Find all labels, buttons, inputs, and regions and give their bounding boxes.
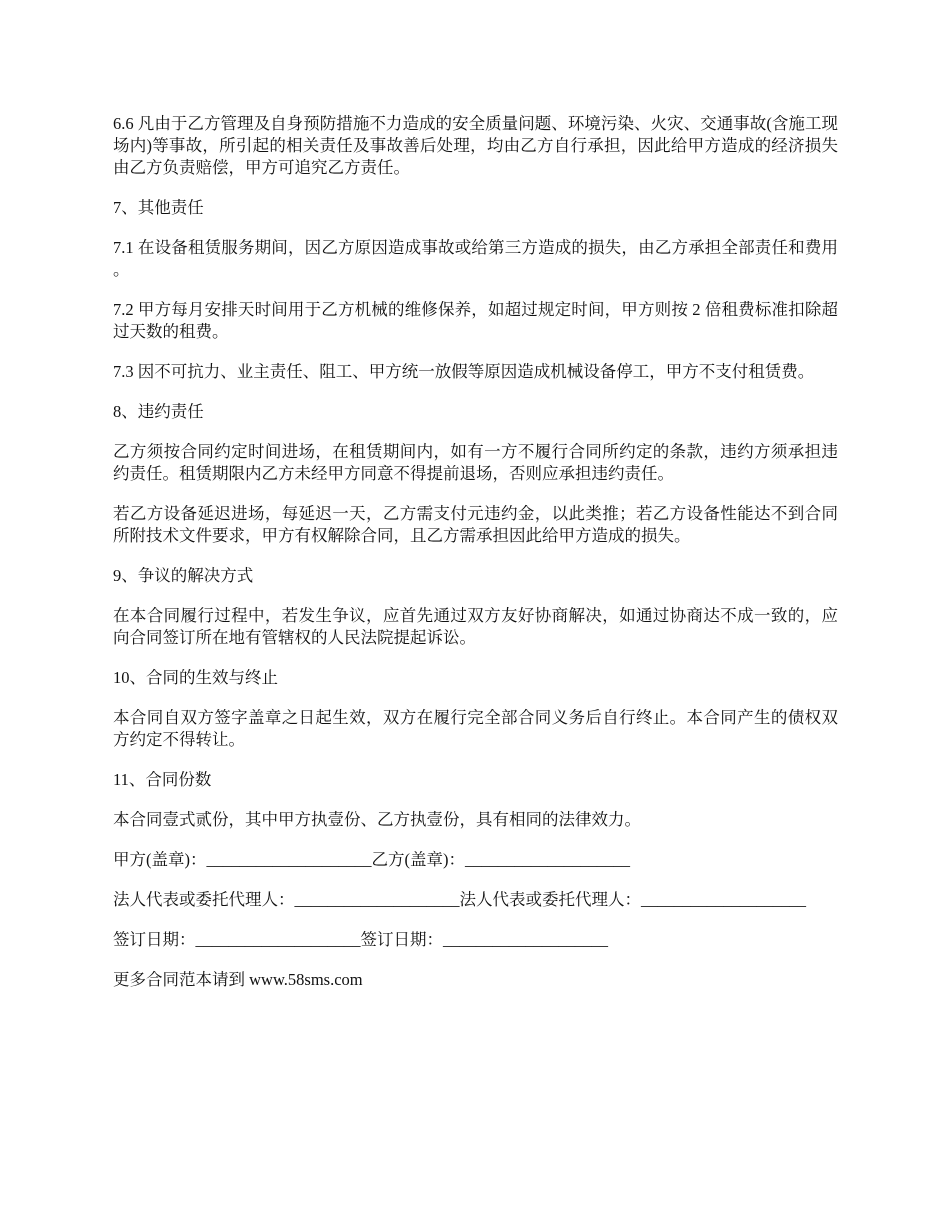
- clause-9-para: 在本合同履行过程中，若发生争议，应首先通过双方友好协商解决，如通过协商达不成一致的，应向合同签订所在地有管辖权的人民法院提起诉讼。: [113, 606, 838, 647]
- clause-6-6: 6.6 凡由于乙方管理及自身预防措施不力造成的安全质量问题、环境污染、火灾、交通事故(含施工现场内)等事故，所引起的相关责任及事故善后处理，均由乙方自行承担，因此给甲方造成的经济损失由乙方负责赔偿，甲方可追究乙方责任。: [113, 114, 838, 177]
- section-11-heading: 11、合同份数: [113, 770, 212, 789]
- section-10-heading: 10、合同的生效与终止: [113, 668, 278, 687]
- clause-7-3: 7.3 因不可抗力、业主责任、阻工、甲方统一放假等原因造成机械设备停工，甲方不支付租赁费。: [113, 362, 815, 381]
- representative-signature-line: 法人代表或委托代理人：____________________法人代表或委托代理人：____________________: [113, 890, 806, 909]
- clause-10-para: 本合同自双方签字盖章之日起生效，双方在履行完全部合同义务后自行终止。本合同产生的债权双方约定不得转让。: [113, 708, 838, 749]
- clause-8-para-1: 乙方须按合同约定时间进场，在租赁期间内，如有一方不履行合同所约定的条款，违约方须承担违约责任。租赁期限内乙方未经甲方同意不得提前退场，否则应承担违约责任。: [113, 442, 838, 483]
- clause-11-para: 本合同壹式贰份，其中甲方执壹份、乙方执壹份，具有相同的法律效力。: [113, 810, 641, 829]
- clause-8-para-2: 若乙方设备延迟进场，每延迟一天，乙方需支付元违约金，以此类推；若乙方设备性能达不到合同所附技术文件要求，甲方有权解除合同，且乙方需承担因此给甲方造成的损失。: [113, 504, 838, 545]
- seal-signature-line: 甲方(盖章)：____________________乙方(盖章)：____________________: [113, 850, 630, 869]
- clause-7-2: 7.2 甲方每月安排天时间用于乙方机械的维修保养，如超过规定时间，甲方则按 2 倍租费标准扣除超过天数的租费。: [113, 300, 838, 341]
- signing-date-line: 签订日期：____________________签订日期：____________________: [113, 930, 608, 949]
- clause-7-1: 7.1 在设备租赁服务期间，因乙方原因造成事故或给第三方造成的损失，由乙方承担全部责任和费用。: [113, 238, 838, 279]
- section-9-heading: 9、争议的解决方式: [113, 566, 254, 585]
- section-8-heading: 8、违约责任: [113, 402, 204, 421]
- section-7-heading: 7、其他责任: [113, 198, 204, 217]
- footer-note: 更多合同范本请到 www.58sms.com: [113, 970, 363, 989]
